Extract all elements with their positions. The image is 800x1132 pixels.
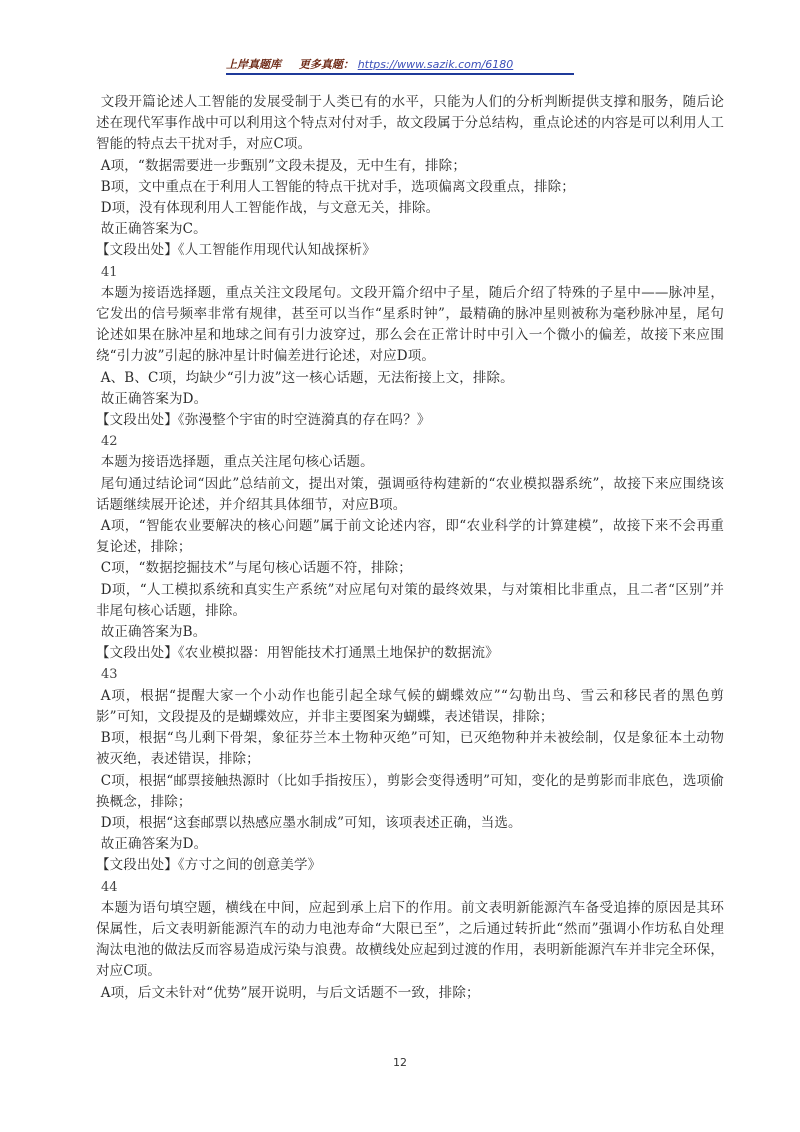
q42-intro: 本题为接语选择题，重点关注尾句核心话题。 xyxy=(100,454,374,471)
q43-option-a: A项，根据“提醒大家一个小动作也能引起全球气候的蝴蝶效应”“勾勒出鸟、雪云和移民者的黑色剪影”可知，文段提及的是蝴蝶效应，并非主要图案为蝴蝶，表述错误，排除； xyxy=(96,687,724,725)
q42-option-c: C项，“数据挖掘技术”与尾句核心话题不符，排除； xyxy=(100,560,412,577)
header-more-label: 更多真题： xyxy=(298,58,354,71)
q40-option-a: A项，“数据需要进一步甄别”文段未提及，无中生有，排除； xyxy=(100,157,466,174)
q42-option-d: D项，“人工模拟系统和真实生产系统”对应尾句对策的最终效果，与对策相比非重点，且二者“区别”并非尾句核心话题，排除。 xyxy=(96,581,724,619)
q44-option-a: A项，后文未针对“优势”展开说明，与后文话题不一致，排除； xyxy=(100,984,480,1001)
q42-option-a: A项，“智能农业要解决的核心问题”属于前文论述内容，即“农业科学的计算建模”，故接下来不会再重复论述，排除； xyxy=(96,518,724,556)
q43-option-d: D项，根据“这套邮票以热感应墨水制成”可知，该项表述正确，当选。 xyxy=(100,814,522,831)
q41-number: 41 xyxy=(101,264,118,280)
q43-option-c: C项，根据“邮票接触热源时（比如手指按压），剪影会变得透明”可知，变化的是剪影而非底色，选项偷换概念，排除； xyxy=(96,772,724,810)
q40-analysis: 文段开篇论述人工智能的发展受制于人类已有的水平，只能为人们的分析判断提供支撑和服务，随后论述在现代军事作战中可以利用这个特点对付对手，故文段属于分总结构，重点论述的内容是可以利用人工智能的特点去干扰对手，对应C项。 xyxy=(96,94,724,153)
q43-answer: 故正确答案为D。 xyxy=(100,836,208,853)
q44-number: 44 xyxy=(101,879,118,895)
header-rule xyxy=(226,73,574,75)
q43-number: 43 xyxy=(101,667,118,683)
q43-source: 【文段出处】《方寸之间的创意美学》 xyxy=(96,857,322,874)
page-content xyxy=(96,92,724,1004)
q40-answer: 故正确答案为C。 xyxy=(100,221,207,238)
q40-source: 【文段出处】《人工智能作用现代认知战探析》 xyxy=(96,242,376,259)
q42-answer: 故正确答案为B。 xyxy=(100,624,207,641)
q42-analysis: 尾句通过结论词“因此”总结前文，提出对策，强调亟待构建新的“农业模拟器系统”，故接下来应围绕该话题继续展开论述，并介绍其具体细节，对应B项。 xyxy=(96,475,724,513)
q44-analysis: 本题为语句填空题，横线在中间，应起到承上启下的作用。前文表明新能源汽车备受追捧的原因是其环保属性，后文表明新能源汽车的动力电池寿命“大限已至”，之后通过转折此“然而”强调小作坊私自处理淘汰电池的做法反而容易造成污染与浪费。故横线处应起到过渡的作用，表明新能源汽车并非完全环保，对应C项。 xyxy=(96,899,724,980)
q40-option-d: D项，没有体现利用人工智能作战，与文意无关，排除。 xyxy=(100,200,440,217)
q41-answer: 故正确答案为D。 xyxy=(100,390,208,407)
q41-source: 【文段出处】《弥漫整个宇宙的时空涟漪真的存在吗？》 xyxy=(96,412,431,429)
q42-number: 42 xyxy=(101,434,118,450)
q41-options: A、B、C项，均缺少“引力波”这一核心话题，无法衔接上文，排除。 xyxy=(100,369,514,386)
q40-option-b: B项，文中重点在于利用人工智能的特点干扰对手，选项偏离文段重点，排除； xyxy=(100,178,575,195)
page-header xyxy=(226,56,574,76)
q41-analysis: 本题为接语选择题，重点关注文段尾句。文段开篇介绍中子星，随后介绍了特殊的子星中——脉冲星，它发出的信号频率非常有规律，甚至可以当作“星系时钟”，最精确的脉冲星则被称为毫秒脉冲星，尾句论述如果在脉冲星和地球之间有引力波穿过，那么会在正常计时中引入一个微小的偏差，故接下来应围绕“引力波”引起的脉冲星计时偏差进行论述，对应D项。 xyxy=(96,284,724,365)
q43-option-b: B项，根据“鸟儿剩下骨架，象征芬兰本土物种灭绝”可知，已灭绝物种并未被绘制，仅是象征本土动物被灭绝，表述错误，排除； xyxy=(96,730,724,768)
q42-source: 【文段出处】《农业模拟器：用智能技术打通黑土地保护的数据流》 xyxy=(96,645,499,662)
page-number: 12 xyxy=(393,1056,407,1069)
header-site-name: 上岸真题库 xyxy=(226,58,281,71)
header-url-link[interactable]: https://www.sazik.com/6180 xyxy=(357,58,514,71)
